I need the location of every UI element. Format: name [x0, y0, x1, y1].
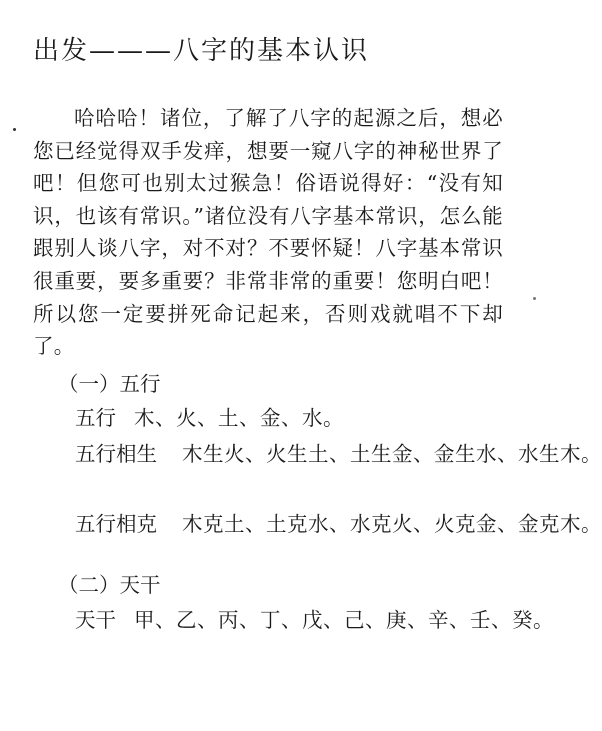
definition-row-xiangsheng: [0, 436, 602, 512]
intro-paragraph: 哈哈哈！诸位，了解了八字的起源之后，想必您已经觉得双手发痒，想要一窥八字的神秘世界了吧！但您可也别太过猴急！俗语说得好：“没有知识，也该有常识。”诸位没有八字基本常识，怎么能跟别人谈八字，对不对？不要怀疑！八字基本常识很重要，要多重要？非常非常的重要！您明白吧！所以您一定要拼死命记起来，否则戏就唱不下却了。: [33, 106, 503, 359]
definition-value: 甲、乙、丙、丁、戊、己、庚、辛、壬、癸。: [134, 608, 554, 632]
definition-value: 木克土、土克水、水克火、火克金、金克木。: [182, 512, 602, 536]
definition-row-wuxing: [0, 400, 546, 440]
definition-label: 天干: [75, 608, 116, 632]
definition-row-tiangan: [0, 602, 554, 678]
speck-mark: [13, 128, 16, 131]
section-heading-wuxing: （一）五行: [58, 372, 161, 396]
section-heading-tiangan: （二）天干: [58, 573, 161, 597]
chapter-title: 出发———八字的基本认识: [33, 36, 370, 66]
speck-mark: [533, 297, 536, 300]
definition-value: 木、火、土、金、水。: [134, 406, 344, 430]
definition-label: 五行相克: [75, 512, 157, 536]
definition-label: 五行相生: [75, 442, 157, 466]
definition-label: 五行: [75, 406, 116, 430]
definition-value: 木生火、火生土、土生金、金生水、水生木。: [182, 442, 602, 466]
